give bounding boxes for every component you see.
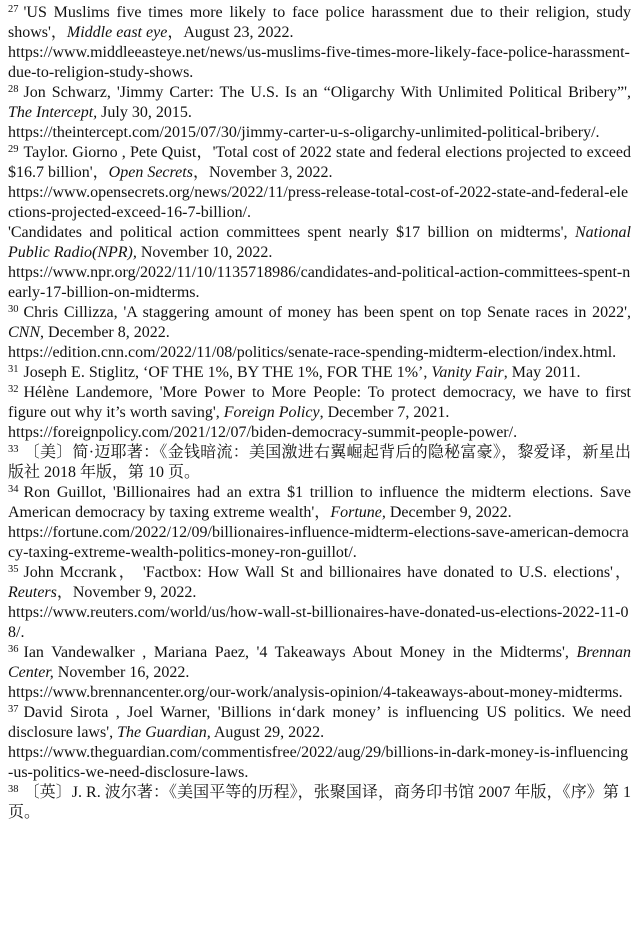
footnote-text: 'US Muslims five times more likely to face police harassment due to their religion, study shows'， — [8, 4, 631, 41]
footnotes-list — [8, 3, 631, 823]
footnote-text: , December 7, 2021. — [319, 404, 450, 421]
footnote-number: 30 — [8, 304, 19, 315]
footnote-number: 33 — [8, 444, 19, 455]
publication-name: Middle east eye — [66, 24, 168, 41]
publication-name: Open Secrets — [108, 164, 193, 181]
footnote-number: 37 — [8, 704, 19, 715]
reference-url: https://www.opensecrets.org/news/2022/11/press-release-total-cost-of-2022-state-and-federal-elections-projected-exceed-16-7-billion/. — [8, 184, 629, 221]
footnote-27 — [8, 3, 631, 83]
reference-url: https://foreignpolicy.com/2021/12/07/biden-democracy-summit-people-power/. — [8, 424, 518, 441]
publication-name: Foreign Policy — [223, 404, 320, 421]
footnote-33 — [8, 443, 631, 483]
publication-name: Reuters — [8, 584, 57, 601]
footnote-text: November 10, 2022. — [136, 244, 273, 261]
footnote-29 — [8, 143, 631, 303]
footnote-35 — [8, 563, 631, 643]
footnote-34 — [8, 483, 631, 563]
footnote-text: Taylor. Giorno , Pete Quist，'Total cost of 2022 state and federal elections projected to exceed $16.7 billion'， — [8, 144, 631, 181]
footnote-text: ，November 3, 2022. — [192, 164, 333, 181]
footnote-number: 27 — [8, 4, 19, 15]
footnote-text: November 16, 2022. — [53, 664, 190, 681]
footnote-number: 28 — [8, 84, 19, 95]
footnote-number: 38 — [8, 784, 19, 795]
footnote-text: August 29, 2022. — [210, 724, 325, 741]
footnote-text: ，August 23, 2022. — [167, 24, 294, 41]
footnote-number: 34 — [8, 484, 19, 495]
footnote-text: July 30, 2015. — [97, 104, 192, 121]
footnote-text: 'Candidates and political action committees spent nearly $17 billion on midterms', — [8, 224, 575, 241]
reference-url: https://www.middleeasteye.net/news/us-muslims-five-times-more-likely-face-police-harassment-due-to-religion-study-shows. — [8, 44, 630, 81]
publication-name: Vanity Fair — [431, 364, 504, 381]
footnote-text: , December 8, 2022. — [40, 324, 170, 341]
reference-url: https://fortune.com/2022/12/09/billionaires-influence-midterm-elections-save-american-democracy-taxing-extreme-wealth-politics-money-ron-guillot/. — [8, 524, 629, 561]
publication-name: National Public Radio(NPR), — [8, 224, 631, 261]
publication-name: Brennan Center, — [8, 644, 631, 681]
footnote-number: 31 — [8, 364, 19, 375]
publication-name: The Guardian, — [117, 724, 211, 741]
footnote-36 — [8, 643, 631, 703]
footnote-30 — [8, 303, 631, 363]
footnote-number: 36 — [8, 644, 19, 655]
footnote-number: 29 — [8, 144, 19, 155]
reference-url: https://edition.cnn.com/2022/11/08/politics/senate-race-spending-midterm-election/index.html. — [8, 344, 617, 361]
footnote-text: Chris Cillizza, 'A staggering amount of money has been spent on top Senate races in 2022', — [23, 304, 631, 321]
footnote-31 — [8, 363, 631, 383]
publication-name: The Intercept, — [8, 104, 98, 121]
footnote-text: , May 2011. — [503, 364, 581, 381]
footnote-number: 32 — [8, 384, 19, 395]
footnote-text: Ian Vandewalker , Mariana Paez, '4 Takeaways About Money in the Midterms', — [23, 644, 577, 661]
footnote-37 — [8, 703, 631, 783]
reference-url: https://theintercept.com/2015/07/30/jimmy-carter-u-s-oligarchy-unlimited-political-bribery/. — [8, 124, 600, 141]
footnote-text: December 9, 2022. — [385, 504, 512, 521]
reference-url: https://www.brennancenter.org/our-work/analysis-opinion/4-takeaways-about-money-midterms. — [8, 684, 623, 701]
footnote-text: ，November 9, 2022. — [56, 584, 197, 601]
footnote-number: 35 — [8, 564, 19, 575]
footnote-text: 〔英〕J. R. 波尔著：《美国平等的历程》，张聚国译，商务印书馆 2007 年版，《序》第 1 页。 — [8, 784, 631, 821]
footnote-text: Joseph E. Stiglitz, ‘OF THE 1%, BY THE 1%, FOR THE 1%’, — [23, 364, 432, 381]
footnote-28 — [8, 83, 631, 143]
footnote-text: John Mccrank， 'Factbox: How Wall St and billionaires have donated to U.S. elections'， — [23, 564, 631, 581]
publication-name: Fortune, — [330, 504, 386, 521]
footnote-38 — [8, 783, 631, 823]
reference-url: https://www.npr.org/2022/11/10/1135718986/candidates-and-political-action-committees-spent-nearly-17-billion-on-midterms. — [8, 264, 631, 301]
reference-url: https://www.theguardian.com/commentisfree/2022/aug/29/billions-in-dark-money-is-influencing-us-politics-we-need-disclosure-laws. — [8, 744, 629, 781]
footnote-32 — [8, 383, 631, 443]
reference-url: https://www.reuters.com/world/us/how-wall-st-billionaires-have-donated-us-elections-2022-11-08/. — [8, 604, 629, 641]
footnote-text: Jon Schwarz, 'Jimmy Carter: The U.S. Is an “Oligarchy With Unlimited Political Bribery”', — [23, 84, 631, 101]
publication-name: CNN — [8, 324, 41, 341]
footnote-text: Ron Guillot, 'Billionaires had an extra $1 trillion to influence the midterm elections. Save American democracy by taxing extreme wealth'， — [8, 484, 631, 521]
footnote-text: David Sirota , Joel Warner, 'Billions in‘dark money’ is influencing US politics. We need disclosure laws', — [8, 704, 631, 741]
footnote-text: Hélène Landemore, 'More Power to More People: To protect democracy, we have to first figure out why it’s worth saving', — [8, 384, 631, 421]
footnote-text: 〔美〕简·迈耶著：《金钱暗流：美国激进右翼崛起背后的隐秘富豪》，黎爱译，新星出版社 2018 年版，第 10 页。 — [8, 444, 631, 481]
